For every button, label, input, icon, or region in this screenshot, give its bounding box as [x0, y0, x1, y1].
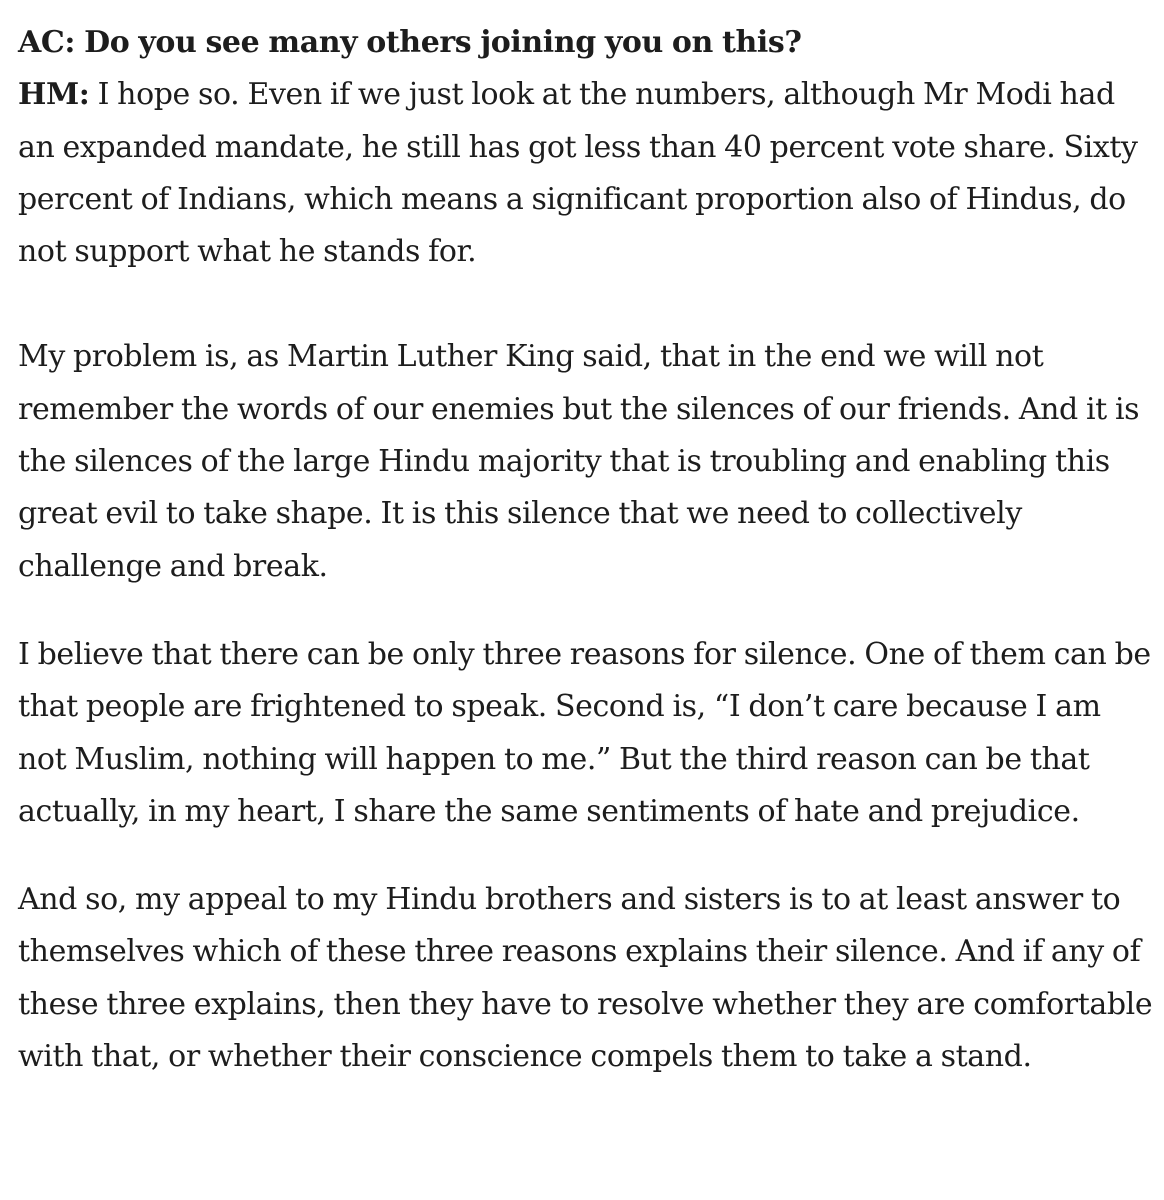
article-body [18, 17, 1154, 1083]
question-text: Do you see many others joining you on this? [75, 25, 802, 60]
paragraph-appeal: And so, my appeal to my Hindu brothers and sisters is to at least answer to themselves which of these three reasons explains their silence. And if any of these three explains, then they have to resolve whether they are comfortable with that, or whether their conscience compels them to take a stand. [18, 882, 1153, 1075]
interview-question [18, 17, 1154, 69]
answer-speaker: HM: [18, 77, 90, 113]
answer-text: I hope so. Even if we just look at the numbers, although Mr Modi had an expanded mandate, he still has got less than 40 percent vote share. Sixty percent of Indians, which means a significant proportion also of Hindus, do not support what he stands for. [18, 77, 1138, 270]
paragraph-silences: My problem is, as Martin Luther King said, that in the end we will not remember the words of our enemies but the silences of our friends. And it is the silences of the large Hindu majority that is troubling and enabling this great evil to take shape. It is this silence that we need to collectively challenge and break. [18, 339, 1140, 584]
interview-answer [18, 69, 1154, 278]
question-speaker: AC: [18, 25, 76, 60]
qa-block [18, 17, 1154, 278]
paragraph-reasons: I believe that there can be only three reasons for silence. One of them can be that people are frightened to speak. Second is, “I don’t care because I am not Muslim, nothing will happen to me.” But the third reason can be that actually, in my heart, I share the same sentiments of hate and prejudice. [18, 636, 1151, 829]
